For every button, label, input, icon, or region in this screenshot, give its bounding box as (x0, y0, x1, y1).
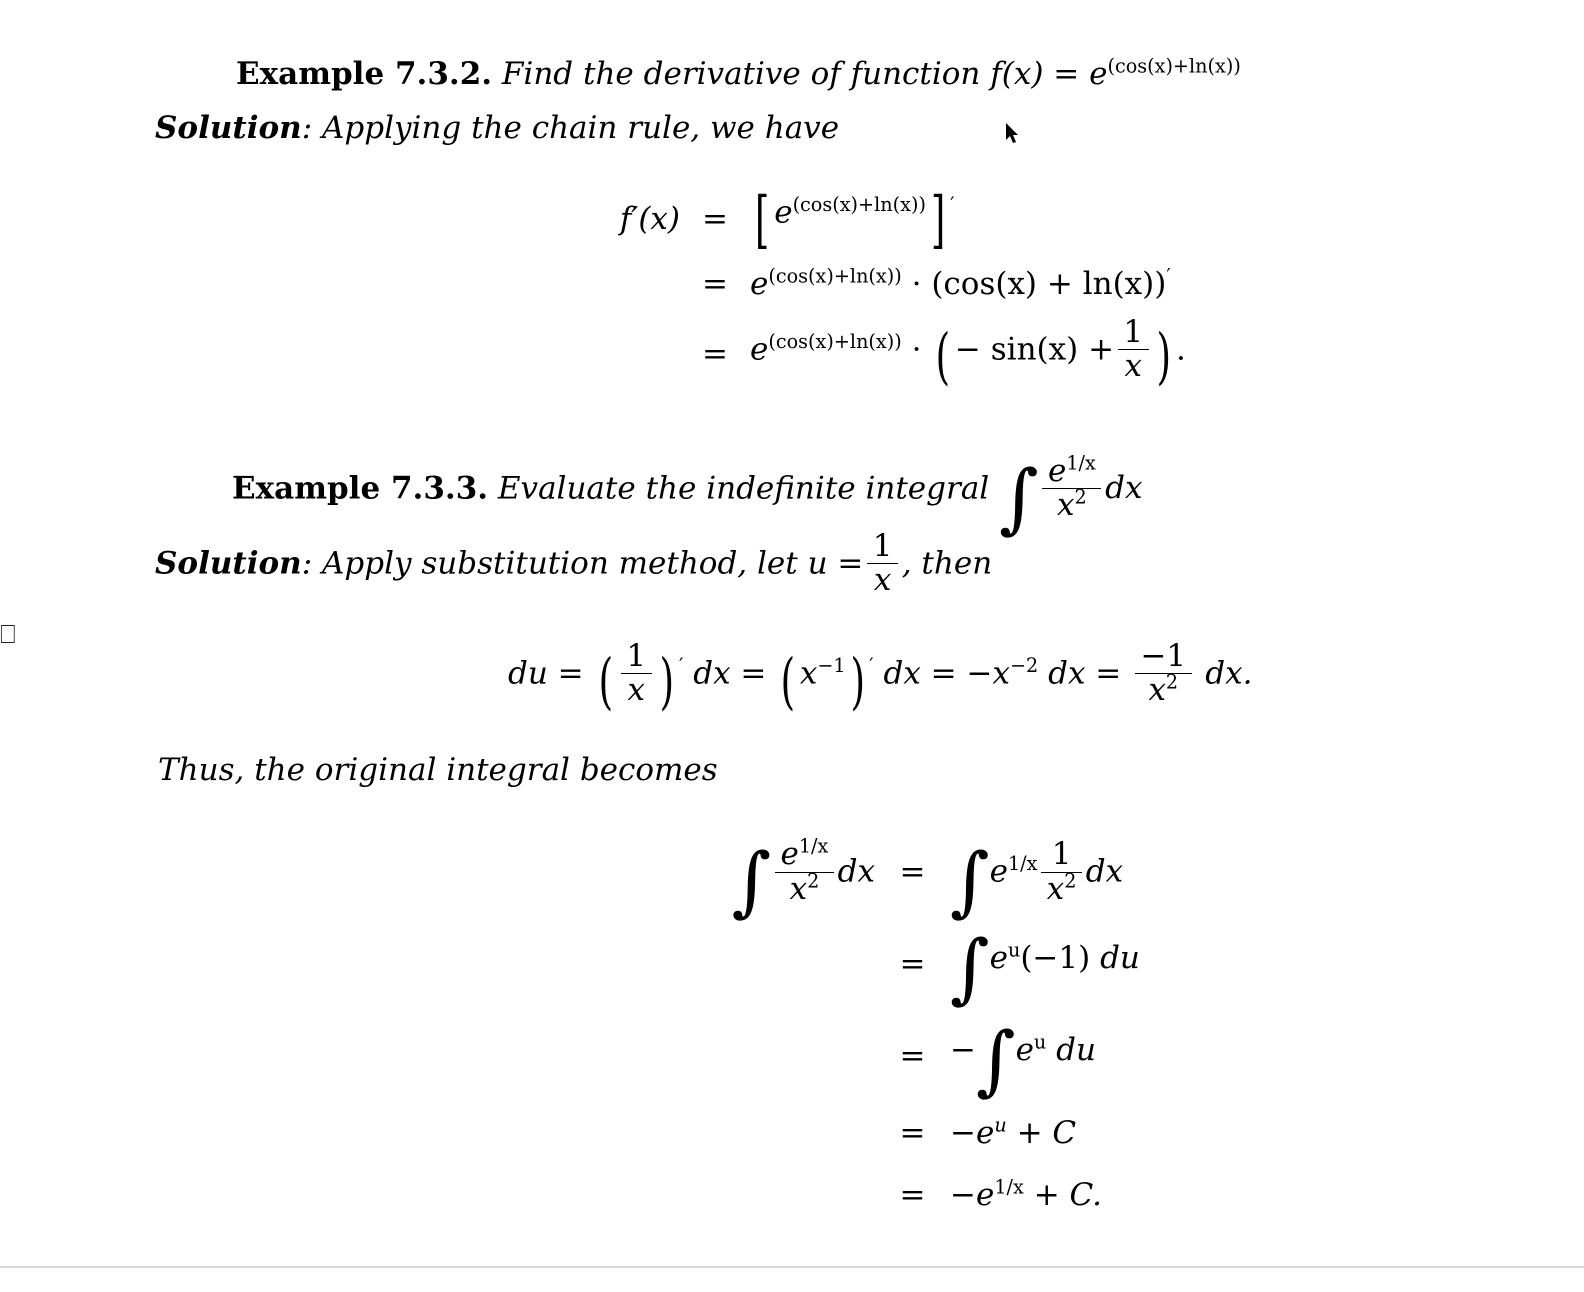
final-row4-text-b: + C (1016, 1115, 1077, 1151)
integral-sign-icon: ∫ (975, 1015, 1016, 1104)
final-derivation (660, 826, 1140, 1226)
example-732-function: $f(x) = e^{(cos(x)+ln(x))}$ (990, 54, 1241, 92)
final-row3-relation: = (899, 1038, 926, 1074)
final-row3-rhs (950, 1015, 1096, 1104)
integral-sign-icon: ∫ (999, 454, 1039, 543)
du-dx3: dx = (1048, 655, 1122, 692)
solution-733-line (155, 530, 992, 598)
final-row1-e-base: e (989, 853, 1008, 890)
final-row3-e-exp: u (1033, 1030, 1047, 1054)
edge-artifact-glyph: ⎕ (0, 620, 16, 650)
example-733-label: Example 7.3.3. (232, 470, 489, 507)
row1-bracket-close: ] (930, 182, 946, 256)
final-row1-differential: dx (837, 853, 875, 890)
final-row5-text-a: −e (950, 1177, 995, 1213)
du-dx1: dx = (693, 655, 767, 692)
du-dx2: dx = − (883, 655, 993, 692)
final-row1-e-exp: 1/x (1007, 852, 1038, 876)
du-right-fraction: $\frac{-1}{x^2}$ (1135, 640, 1192, 708)
final-row4-rhs (950, 1115, 1076, 1151)
solution-733-text-pre: : Apply substitution method, let u = (301, 545, 864, 582)
du-fraction: $\frac{1}{x}$ (621, 640, 652, 708)
final-row2-relation: = (899, 946, 926, 982)
example-733-integral (999, 451, 1143, 543)
final-row4-relation: = (899, 1115, 926, 1151)
du-paren-open: ( (597, 646, 613, 717)
final-row1-integrand: $\frac{e^{1/x}}{x^2}$ (775, 838, 834, 906)
row2-dot: · (911, 266, 922, 302)
row2-rhs (750, 266, 1171, 302)
row1-lhs: f′(x) (619, 201, 680, 237)
solution-733-substitution-fraction: $\frac{1}{x}$ (867, 530, 898, 598)
integral-sign-icon: ∫ (950, 923, 990, 1012)
row1-rhs (750, 183, 955, 256)
thus-line: Thus, the original integral becomes (158, 752, 718, 788)
du-x2-exp: −2 (1009, 654, 1039, 678)
integral-sign-icon: ∫ (950, 837, 990, 926)
row3-paren-open: ( (935, 322, 951, 393)
final-row-1 (660, 826, 1140, 926)
row3-base: e (750, 331, 769, 368)
du-x-exp: −1 (817, 654, 846, 678)
final-row-2 (660, 918, 1140, 1010)
du-x2-base: x (992, 655, 1010, 692)
row3-exponent: (cos(x)+ln(x)) (768, 329, 902, 353)
final-row4-exp: u (994, 1113, 1007, 1137)
du-lhs: du = (508, 655, 584, 692)
example-732-label: Example 7.3.2. (236, 56, 493, 92)
final-row2-differential: du (1100, 940, 1140, 977)
bottom-divider (0, 1266, 1584, 1268)
final-row1-differential-rhs: dx (1085, 853, 1124, 890)
final-row3-minus: − (950, 1032, 976, 1069)
final-row4-text-a: −e (950, 1115, 995, 1151)
solution-732-text: : Applying the chain rule, we have (301, 110, 840, 146)
final-row1-relation: = (899, 854, 926, 890)
derivation-732-row-3 (560, 313, 1186, 393)
row3-inner-a: − sin(x) + (954, 331, 1115, 368)
row1-base: e (774, 193, 793, 230)
du-prime2: ′ (869, 654, 874, 678)
du-dx4: dx. (1205, 655, 1253, 692)
example-732-statement-pre: Find the derivative of function (501, 56, 981, 92)
row3-fraction: $\frac{1}{x}$ (1118, 316, 1149, 384)
final-row5-text-b: + C. (1033, 1177, 1103, 1213)
row3-relation: = (702, 336, 728, 372)
row2-relation: = (702, 266, 728, 302)
du-equation-line (508, 640, 1252, 717)
integral-sign-icon: ∫ (731, 837, 772, 926)
solution-733-text-post: , then (901, 545, 993, 582)
final-row5-exp: 1/x (994, 1175, 1024, 1199)
example-732-heading (236, 56, 1241, 92)
row1-bracket-open: [ (754, 182, 770, 256)
du-paren2-close: ) (850, 646, 865, 717)
final-row1-rhs (950, 836, 1124, 926)
final-row-5 (660, 1164, 1140, 1226)
derivation-732-row-2 (560, 252, 1186, 316)
row3-rhs (750, 313, 1186, 393)
final-row2-e-base: e (989, 940, 1008, 977)
final-row1-fraction: $\frac{1}{x^2}$ (1041, 838, 1082, 906)
row3-period: . (1175, 331, 1186, 368)
example-733-heading (232, 451, 1143, 543)
example-733-statement-pre: Evaluate the indefinite integral (497, 470, 990, 507)
solution-732-line (155, 110, 839, 146)
final-row3-differential: du (1056, 1032, 1096, 1069)
derivation-732-row-1 (560, 182, 1186, 256)
row1-exponent: (cos(x)+ln(x)) (792, 192, 926, 216)
final-row2-e-exp: u (1007, 938, 1021, 962)
derivation-732 (560, 182, 1186, 393)
row1-prime: ′ (950, 192, 955, 216)
du-paren-close: ) (659, 646, 675, 717)
final-row1-lhs (660, 834, 875, 926)
solution-732-label: Solution (155, 110, 302, 146)
final-row5-relation: = (899, 1177, 926, 1213)
final-row3-e-base: e (1015, 1032, 1034, 1069)
example-733-integrand: $\frac{e^{1/x}}{x^2}$ (1042, 455, 1101, 523)
row2-base: e (750, 266, 769, 302)
row3-paren-close: ) (1156, 322, 1172, 393)
solution-733-label: Solution (155, 545, 302, 582)
row3-dot: · (911, 331, 922, 368)
final-row5-rhs (950, 1177, 1102, 1213)
row2-factor: (cos(x) + ln(x)) (931, 266, 1167, 302)
example-732-exponent: (cos(x)+ln(x)) (1107, 54, 1241, 78)
du-prime: ′ (679, 654, 684, 678)
row2-prime: ′ (1166, 264, 1171, 288)
du-paren2-open: ( (780, 646, 796, 717)
row1-relation: = (702, 201, 728, 237)
final-row-4 (660, 1102, 1140, 1164)
final-row2-rhs (950, 923, 1140, 1012)
example-733-differential: dx (1105, 470, 1143, 507)
final-row2-factor: (−1) (1020, 940, 1091, 977)
row2-exponent: (cos(x)+ln(x)) (768, 264, 902, 288)
du-x-base: x (799, 655, 818, 692)
final-row-3 (660, 1010, 1140, 1102)
